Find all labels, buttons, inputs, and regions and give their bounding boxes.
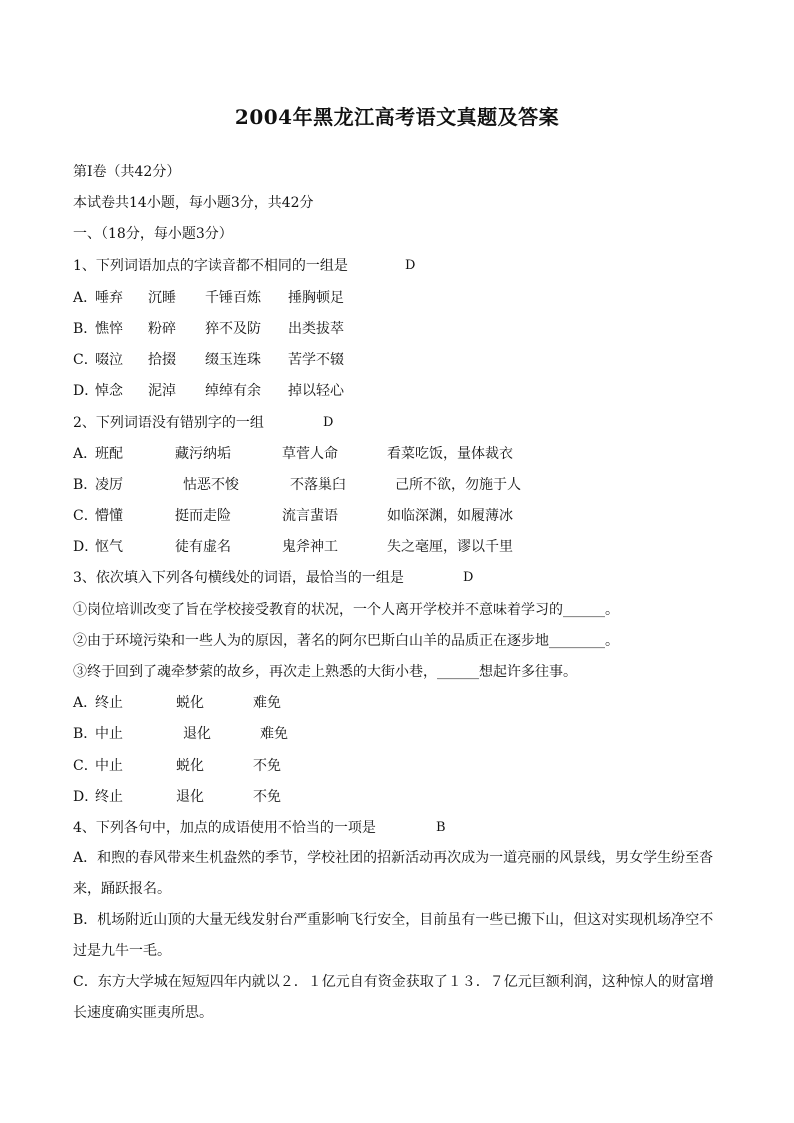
option-item: 失之毫厘，谬以千里 — [387, 539, 513, 555]
option-item: 啜泣 — [95, 352, 123, 368]
option-item: 中止 — [95, 758, 123, 774]
option-item: 猝不及防 — [205, 321, 261, 337]
option-item: 终止 — [95, 789, 123, 805]
option-item: 鬼斧神工 — [282, 539, 338, 555]
option-item: 沉睡 — [148, 290, 176, 306]
option-label: A． — [73, 695, 98, 711]
option-item: 挺而走险 — [175, 508, 231, 524]
option-item: 如临深渊，如履薄冰 — [387, 508, 513, 524]
option-item: 流言蜚语 — [282, 508, 338, 524]
question-4-option-a: A．和煦的春风带来生机盎然的季节，学校社团的招新活动再次成为一道亮丽的风景线，男女学生纷至沓来，踊跃报名。 — [73, 850, 714, 897]
option-item: 己所不欲，勿施于人 — [395, 477, 521, 493]
option-item: 难免 — [253, 695, 281, 711]
option-item: 怄气 — [95, 539, 123, 555]
option-item: 悼念 — [95, 383, 123, 399]
option-item: 终止 — [95, 695, 123, 711]
volume-intro: 本试卷共14小题，每小题3分，共42分 — [73, 195, 314, 211]
option-label: C． — [73, 352, 98, 368]
question-1-stem: 1、下列词语加点的字读音都不相同的一组是 — [73, 258, 348, 274]
question-3-sentence-2: ②由于环境污染和一些人为的原因，著名的阿尔巴斯白山羊的品质正在逐步地________。 — [73, 633, 619, 649]
option-item: 苦学不辍 — [288, 352, 344, 368]
option-item: 退化 — [176, 789, 204, 805]
option-item: 懵懂 — [95, 508, 123, 524]
option-label: B． — [73, 726, 98, 742]
question-3-sentence-3: ③终于回到了魂牵梦萦的故乡，再次走上熟悉的大街小巷，______想起许多往事。 — [73, 664, 577, 680]
option-item: 不落巢臼 — [290, 477, 346, 493]
option-item: 泥淖 — [148, 383, 176, 399]
option-item: 唾弃 — [95, 290, 123, 306]
question-1-answer: D — [405, 258, 416, 273]
question-3-stem: 3、依次填入下列各句横线处的词语，最恰当的一组是 — [73, 570, 404, 586]
option-label: B． — [73, 477, 98, 493]
option-item: 看菜吃饭，量体裁衣 — [387, 446, 513, 462]
question-3-sentence-1: ①岗位培训改变了旨在学校接受教育的状况，一个人离开学校并不意味着学习的______。 — [73, 602, 619, 618]
option-label: D． — [73, 539, 99, 555]
question-3-answer: D — [463, 570, 474, 585]
option-item: 蜕化 — [176, 695, 204, 711]
option-item: 蜕化 — [176, 758, 204, 774]
question-4-option-c: C．东方大学城在短短四年内就以２．１亿元自有资金获取了１３．７亿元巨额利润，这种惊人的财富增长速度确实匪夷所思。 — [73, 974, 714, 1021]
option-item: 怙恶不悛 — [183, 477, 239, 493]
option-item: 缀玉连珠 — [205, 352, 261, 368]
option-item: 徒有虚名 — [175, 539, 231, 555]
option-item: 中止 — [95, 726, 123, 742]
question-2-stem: 2、下列词语没有错别字的一组 — [73, 415, 264, 431]
option-item: 难免 — [260, 726, 288, 742]
option-label: D． — [73, 383, 99, 399]
option-item: 千锤百炼 — [205, 290, 261, 306]
question-2-answer: D — [323, 415, 334, 430]
option-item: 班配 — [95, 446, 123, 462]
option-item: 粉碎 — [148, 321, 176, 337]
option-label: C． — [73, 758, 98, 774]
option-item: 退化 — [183, 726, 211, 742]
option-label: B． — [73, 321, 98, 337]
option-label: A． — [73, 290, 98, 306]
option-item: 掉以轻心 — [288, 383, 344, 399]
option-label: C． — [73, 508, 98, 524]
option-item: 不免 — [253, 789, 281, 805]
option-item: 凌厉 — [95, 477, 123, 493]
option-item: 捶胸顿足 — [288, 290, 344, 306]
option-item: 憔悴 — [95, 321, 123, 337]
volume-heading: 第Ⅰ卷（共42分） — [73, 164, 181, 180]
question-4-stem: 4、下列各句中，加点的成语使用不恰当的一项是 — [73, 820, 376, 836]
page-title: 2004年黑龙江高考语文真题及答案 — [234, 105, 560, 129]
option-label: D． — [73, 789, 99, 805]
option-label: A． — [73, 446, 98, 462]
part-heading: 一、（18分，每小题3分） — [73, 226, 233, 242]
option-item: 草菅人命 — [282, 446, 338, 462]
option-item: 藏污纳垢 — [175, 446, 231, 462]
question-4-answer: B — [436, 820, 446, 835]
option-item: 出类拔萃 — [288, 321, 344, 337]
question-4-option-b: B．机场附近山顶的大量无线发射台严重影响飞行安全，目前虽有一些已搬下山，但这对实现机场净空不过是九牛一毛。 — [73, 912, 714, 959]
option-item: 拾掇 — [148, 352, 176, 368]
option-item: 不免 — [253, 758, 281, 774]
option-item: 绰绰有余 — [205, 383, 261, 399]
